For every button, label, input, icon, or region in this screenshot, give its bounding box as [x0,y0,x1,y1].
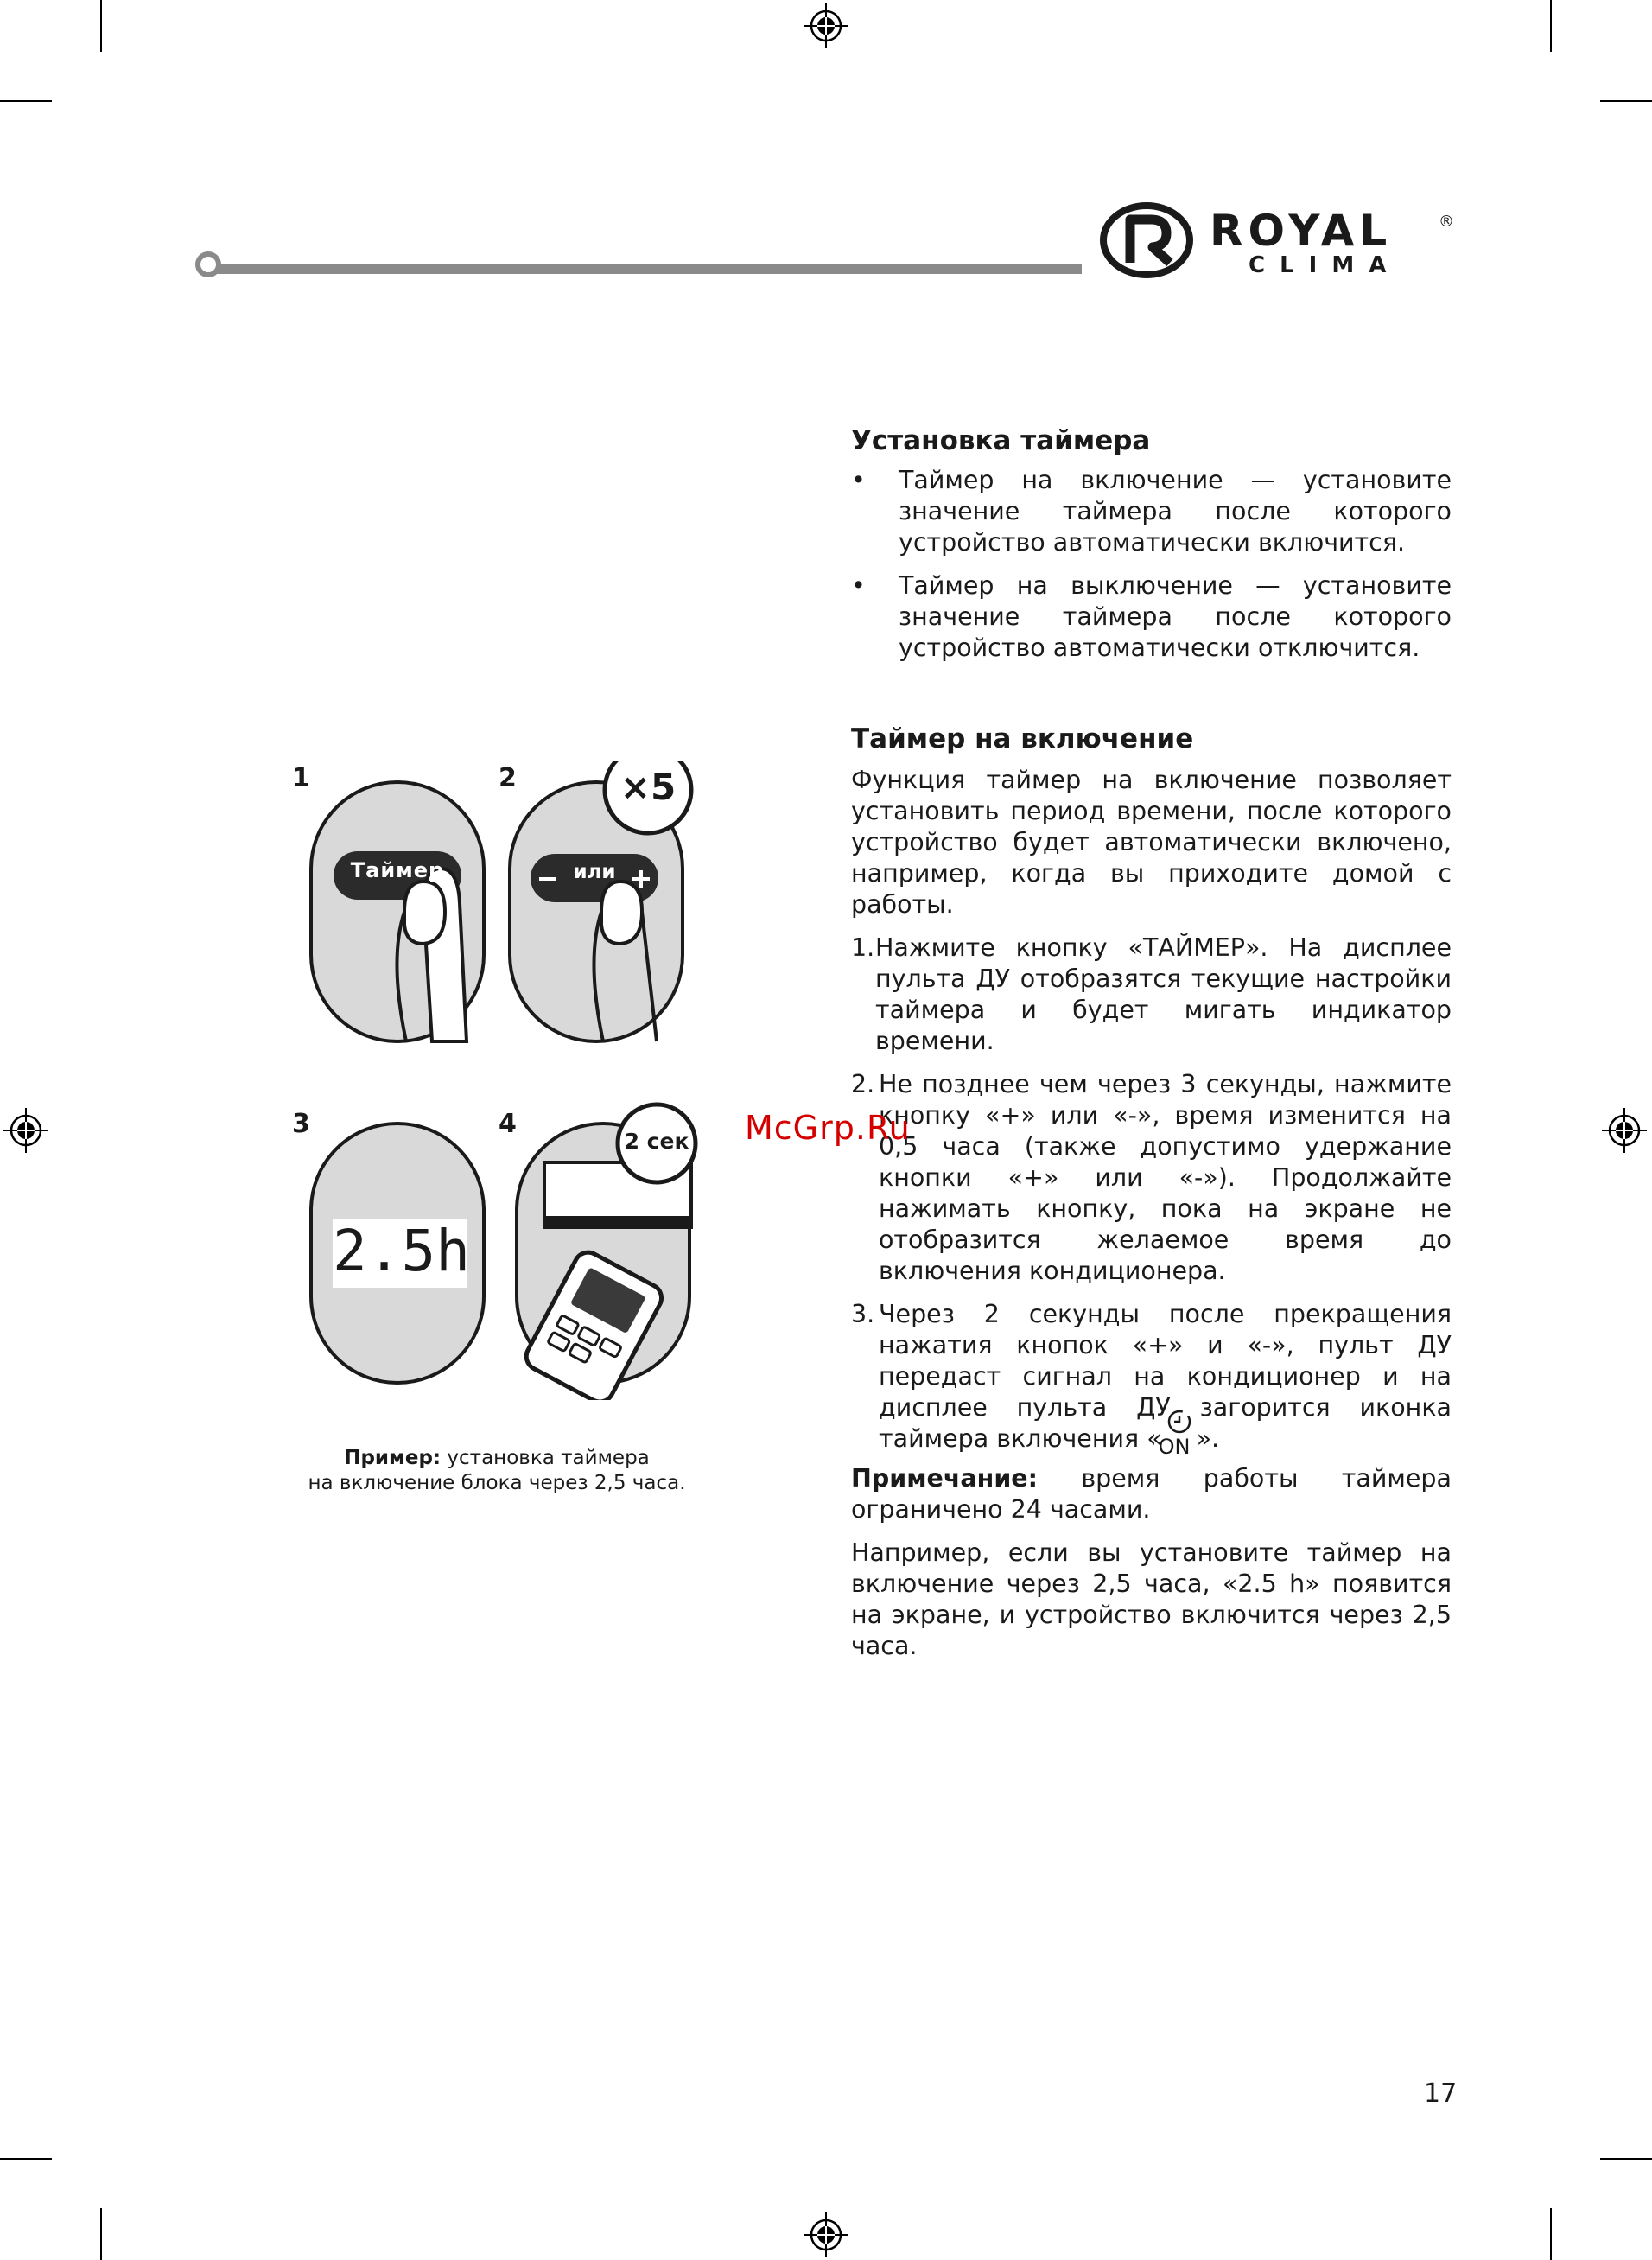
step-label: 1 [292,763,310,793]
brand-registered-mark: ® [1439,213,1454,231]
seconds-badge: 2 сек [624,1129,689,1154]
list-item-text: Нажмите кнопку «ТАЙМЕР». На дисплее пульта ДУ отобразятся текущие настройки таймера и будет мигать индикатор времени. [875,933,1452,1055]
list-item [851,933,1452,1057]
caption-text: установка таймера [441,1447,650,1469]
watermark-text: McGrp.Ru [745,1109,911,1147]
list-item [851,570,1452,664]
list-item [851,1299,1452,1459]
crop-mark [1600,2158,1652,2160]
registration-mark-icon [1602,1108,1647,1153]
list-number: 1. [851,933,875,962]
note-text: время работы таймера ограничено 24 часами. [851,1464,1452,1524]
crop-mark [1550,0,1552,52]
crop-mark [1550,2208,1552,2260]
caption-bold: Пример: [344,1447,442,1469]
list-number: 3. [851,1300,875,1328]
caption-text: на включение блока через 2,5 часа. [308,1472,686,1494]
header-rule-endpoint [195,251,221,277]
list-item [851,1069,1452,1287]
section-timer-setup [851,425,1452,664]
note-label: Примечание: [851,1464,1039,1493]
step-label: 2 [499,763,517,793]
list-item-text-part: Через 2 секунды после прекращения нажатия кнопок «+» и «-», пульт ДУ передаст сигнал на кондиционер и на дисплее пульта ДУ загорится иконка таймера включения « [879,1300,1452,1453]
example-paragraph: Например, если вы установите таймер на включение через 2,5 часа, «2.5 h» появится на экране, и устройство включится через 2,5 часа. [851,1538,1452,1660]
list-number: 2. [851,1070,875,1098]
registration-mark-icon [804,3,848,48]
section-timer-on [851,723,1452,1662]
registration-mark-icon [3,1108,48,1153]
list-item-text [879,1299,1452,1459]
list-item-text: Не позднее чем через 3 секунды, нажмите кнопку «+» или «-», время изменится на 0,5 часа (также допустимо удержание кнопки «+» или «-»). Продолжайте нажимать кнопку, пока на экране не отобразится желаемое время до включения кондиционера. [879,1070,1452,1285]
list-item-text: Таймер на выключение — установите значение таймера после которого устройство автоматически отключится. [899,571,1452,662]
crop-mark [1600,100,1652,102]
note-paragraph [851,1463,1452,1525]
times-badge: ×5 [620,766,677,808]
list-item-text-part: ». [1196,1424,1220,1453]
timer-steps-illustration [294,761,708,1400]
step-label: 4 [499,1109,517,1139]
brand-name: ROYAL [1210,206,1393,256]
crop-mark [0,2158,52,2160]
figure-caption [285,1446,708,1496]
timer-on-icon-label: ON [1158,1435,1191,1459]
list-item-text: Таймер на включение — установите значение таймера после которого устройство автоматически включится. [899,466,1452,557]
crop-mark [100,2208,102,2260]
list-item [851,465,1452,558]
header-rule [207,264,1082,274]
crop-mark [100,0,102,52]
registration-mark-icon [804,2212,848,2257]
timer-button-label: Таймер [350,858,445,882]
crop-mark [0,100,52,102]
section-title: Установка таймера [851,425,1151,456]
bullet-icon: • [851,571,866,600]
intro-paragraph: Функция таймер на включение позволяет установить период времени, после которого устройство будет автоматически включено, например, когда вы приходите домой с работы. [851,766,1452,919]
timer-on-icon [1158,1428,1197,1459]
page-number: 17 [1424,2079,1458,2109]
section-title: Таймер на включение [851,723,1194,754]
bullet-icon: • [851,466,866,494]
lcd-display-value: 2.5h [333,1218,470,1284]
brand-sub: CLIMA [1249,252,1401,278]
minus-plus-or-label: или [573,861,616,883]
step-label: 3 [292,1109,310,1139]
